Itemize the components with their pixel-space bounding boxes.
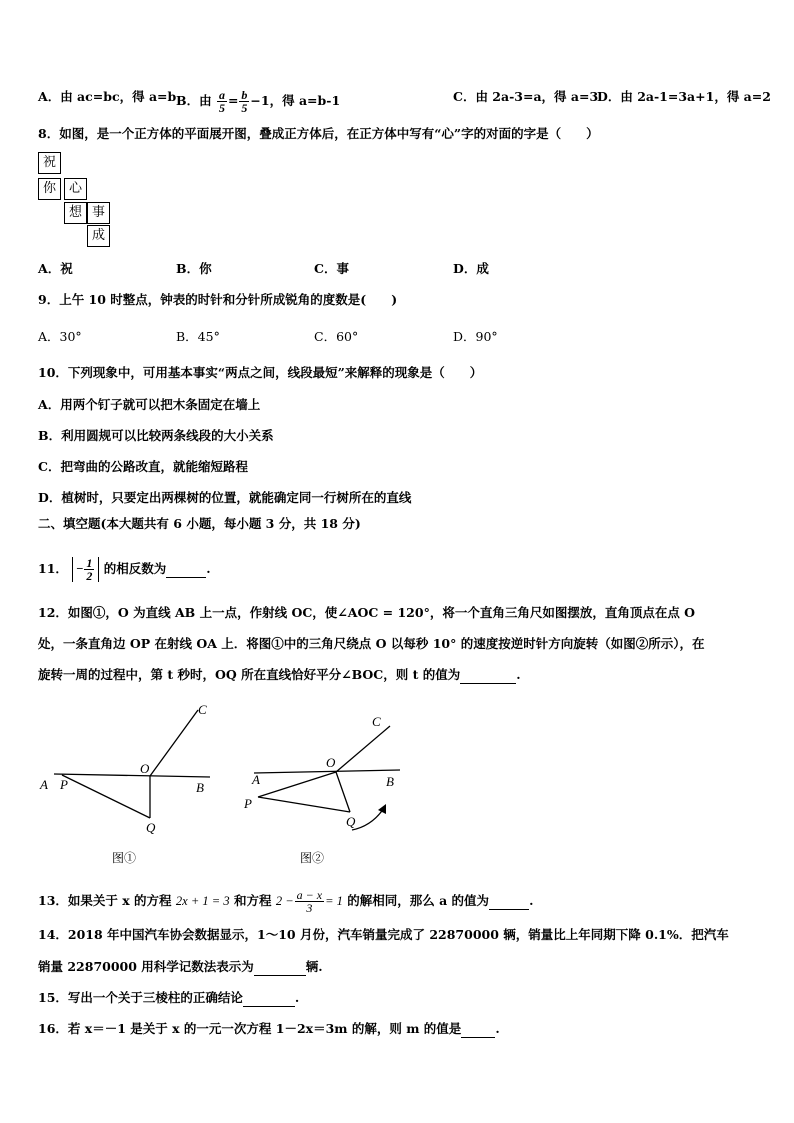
q12-line-3-text: 旋转一周的过程中，第 t 秒时，OQ 所在直线恰好平分∠BOC，则 t 的值为 xyxy=(38,667,461,682)
label-o: O xyxy=(326,755,336,770)
cube-net-figure xyxy=(38,152,118,252)
q7-option-d: D．由 2a-1=3a+1，得 a=2 xyxy=(597,89,771,104)
q14-line-2-text: 销量 22870000 用科学记数法表示为 xyxy=(38,959,254,974)
q11-tail: 的相反数为 xyxy=(103,561,167,576)
q13-equation-2-pre: 2 − xyxy=(275,894,294,908)
q7-option-c: C．由 2a-3=a，得 a=3 xyxy=(453,89,599,104)
label-c: C xyxy=(372,714,381,729)
arrowhead-icon xyxy=(378,804,386,814)
label-b: B xyxy=(386,774,394,789)
geometry-figure-2 xyxy=(240,700,420,868)
q11-fraction xyxy=(84,557,94,582)
q13-equation-2-post: = 1 xyxy=(325,894,343,908)
net-cell: 心 xyxy=(64,178,87,200)
q16-text: 16．若 x＝－1 是关于 x 的一元一次方程 1－2x＝3m 的解，则 m 的值是 xyxy=(38,1021,462,1036)
q8-option-d: D．成 xyxy=(453,261,489,276)
label-b: B xyxy=(196,780,204,795)
segment-op xyxy=(258,772,336,797)
segment-pq xyxy=(258,797,350,812)
q13-mid: 和方程 xyxy=(233,893,272,908)
answer-blank[interactable] xyxy=(460,667,516,684)
q10-option-c: C．把弯曲的公路改直，就能缩短路程 xyxy=(38,459,248,474)
q15-text: 15．写出一个关于三棱柱的正确结论 xyxy=(38,990,243,1005)
answer-blank[interactable] xyxy=(489,893,529,910)
q9-option-b: B．45° xyxy=(176,329,220,344)
q10-option-a: A．用两个钉子就可以把木条固定在墙上 xyxy=(38,397,261,412)
q8-option-b: B．你 xyxy=(176,261,212,276)
frac-num: 1 xyxy=(86,556,93,570)
ray-oc xyxy=(336,726,390,772)
q7-fraction-a-over-5 xyxy=(217,89,227,114)
label-a: A xyxy=(252,772,260,787)
frac-den: 5 xyxy=(218,101,225,115)
q13-tail: 的解相同，那么 a 的值为 xyxy=(347,893,490,908)
label-p: P xyxy=(244,796,252,811)
label-c: C xyxy=(198,702,207,717)
q12-line-1: 12．如图①，O 为直线 AB 上一点，作射线 OC，使∠AOC = 120°，将一个直角三角尺如图摆放，直角顶点在点 O xyxy=(38,605,696,620)
net-cell: 事 xyxy=(87,202,110,224)
frac-den: 2 xyxy=(86,569,93,583)
net-cell: 成 xyxy=(87,225,110,247)
q9-option-c: C．60° xyxy=(314,329,359,344)
answer-blank[interactable] xyxy=(166,561,206,578)
q7-option-b-prefix: B．由 xyxy=(176,93,212,108)
q12-line-2: 处，一条直角边 OP 在射线 OA 上．将图①中的三角尺绕点 O 以每秒 10° 的速度按逆时针方向旋转（如图②所示），在 xyxy=(38,636,705,651)
label-q: Q xyxy=(346,814,356,829)
q13 xyxy=(38,889,533,914)
q11-absolute-value xyxy=(72,557,99,582)
q7-option-b-tail: −1，得 a=b-1 xyxy=(250,93,341,108)
label-q: Q xyxy=(146,820,156,835)
label-a: A xyxy=(40,777,48,792)
answer-blank[interactable] xyxy=(243,990,295,1007)
segment-pq xyxy=(62,775,150,818)
segment-oq xyxy=(336,772,350,812)
q7-fraction-b-over-5 xyxy=(239,89,249,114)
q14-line-1: 14．2018 年中国汽车协会数据显示，1～10 月份，汽车销量完成了 22870000 辆，销量比上年同期下降 0.1%．把汽车 xyxy=(38,927,729,942)
label-o: O xyxy=(140,761,150,776)
q16 xyxy=(38,1021,500,1038)
q9-option-d: D．90° xyxy=(453,329,498,344)
q11 xyxy=(38,557,211,582)
net-cell: 你 xyxy=(38,178,61,200)
q9-stem: 9．上午 10 时整点，钟表的时针和分针所成锐角的度数是( ) xyxy=(38,292,398,307)
label-p: P xyxy=(60,777,68,792)
q10-option-b: B．利用圆规可以比较两条线段的大小关系 xyxy=(38,428,274,443)
q14-end: 辆. xyxy=(305,959,323,974)
q7-option-a: A．由 ac=bc，得 a=b xyxy=(38,89,177,104)
q16-end: . xyxy=(495,1021,500,1036)
section-heading-fill-in: 二、填空题(本大题共有 6 小题，每小题 3 分，共 18 分) xyxy=(38,516,361,531)
rotation-arrow-icon xyxy=(352,808,384,830)
q13-pre: 13．如果关于 x 的方程 xyxy=(38,893,172,908)
frac-den: 3 xyxy=(306,901,313,915)
minus-sign: − xyxy=(76,561,84,576)
q11-number: 11． xyxy=(38,561,68,576)
frac-num: b xyxy=(241,88,248,102)
q13-fraction xyxy=(295,889,324,914)
q14-line-2 xyxy=(38,959,323,976)
q8-option-c: C．事 xyxy=(314,261,349,276)
q15-end: . xyxy=(294,990,300,1005)
ray-oc xyxy=(150,710,198,776)
q15 xyxy=(38,990,299,1007)
answer-blank[interactable] xyxy=(461,1021,495,1038)
q11-end: . xyxy=(206,561,211,576)
q9-option-a: A．30° xyxy=(38,329,82,344)
equals-sign: = xyxy=(227,93,239,108)
line-ab xyxy=(254,770,400,773)
net-cell: 祝 xyxy=(38,152,61,174)
q10-stem: 10．下列现象中，可用基本事实“两点之间，线段最短”来解释的现象是（ ） xyxy=(38,365,483,380)
q13-end: . xyxy=(529,893,534,908)
frac-den: 5 xyxy=(241,101,248,115)
q7-option-b xyxy=(176,89,340,114)
q8-stem: 8．如图，是一个正方体的平面展开图，叠成正方体后，在正方体中写有“心”字的对面的字是（ ） xyxy=(38,126,599,141)
q13-equation-1: 2x + 1 = 3 xyxy=(175,894,230,908)
frac-num: a xyxy=(218,88,225,102)
q8-option-a: A．祝 xyxy=(38,261,73,276)
q12-end: . xyxy=(516,667,521,682)
geometry-figure-1 xyxy=(38,700,228,868)
frac-num: a − x xyxy=(296,888,323,902)
answer-blank[interactable] xyxy=(254,959,306,976)
figure-2-caption: 图② xyxy=(300,851,325,865)
q10-option-d: D．植树时，只要定出两棵树的位置，就能确定同一行树所在的直线 xyxy=(38,490,412,505)
net-cell: 想 xyxy=(64,202,87,224)
line-ab xyxy=(54,774,210,777)
q12-line-3 xyxy=(38,667,521,684)
figure-1-caption: 图① xyxy=(112,851,137,865)
